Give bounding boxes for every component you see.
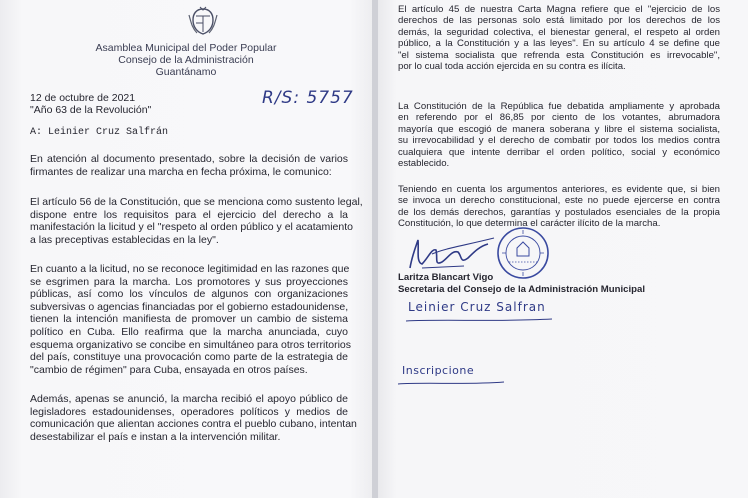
text-line: por lo cual toda acción ejercida en su contra es ilícita. <box>398 61 626 73</box>
text-line: La Constitución de la República fue debatida ampliamente y aprobada <box>398 101 720 112</box>
text-line: El artículo 45 de nuestra Carta Magna refiere que el "ejercicio de los <box>398 4 720 15</box>
signature-scribble-icon <box>402 228 502 274</box>
text-line: público, a la Constitución y a las leyes". En su artículo 4 se define que <box>398 38 720 50</box>
left-page <box>0 0 372 498</box>
header-city: Guantánamo <box>155 66 217 78</box>
text-line: públicas, así como los vínculos de algunos con organizaciones <box>30 288 348 301</box>
coat-of-arms-icon <box>184 6 222 36</box>
text-line: En atención al documento presentado, sobre la decisión de varios <box>30 153 348 165</box>
signer-title: Secretaria del Consejo de la Administración Municipal <box>398 284 646 295</box>
recipient-line: A: Leinier Cruz Salfrán <box>30 127 169 138</box>
right-page <box>378 0 748 498</box>
underline-stroke-icon <box>396 378 506 388</box>
text-line: demás, la seguridad colectiva, el bienestar general, el respeto al orden <box>398 26 720 38</box>
text-line: su irrevocabilidad y el derecho de combatir por todos los medios contra <box>398 135 720 147</box>
text-line: Teniendo en cuenta los argumentos anteriores, es evidente que, si bien <box>398 184 720 195</box>
paragraph-1 <box>398 4 720 72</box>
official-stamp-icon <box>496 226 550 280</box>
paragraph-4 <box>30 393 357 443</box>
text-line: desestabilizar el país e instan a la intervención militar. <box>30 430 281 443</box>
text-line: del país, constituye una provocación como parte de la estrategia de <box>30 351 348 364</box>
text-line: "cambio de régimen" para Cuba, ensayada en otros países. <box>30 363 308 376</box>
text-line: de los demás derechos, garantías y postulados esenciales de la propia <box>398 206 720 218</box>
paragraph-3 <box>398 184 720 230</box>
letter-date: 12 de octubre de 2021 <box>30 92 136 104</box>
text-line: se invoca un derecho constitucional, este no puede ejercerse en contra <box>398 195 720 207</box>
year-motto: "Año 63 de la Revolución" <box>30 104 152 116</box>
text-line: "el sistema socialista que refrenda esta Constitución es irrevocable", <box>398 49 720 61</box>
paragraph-1 <box>30 153 348 178</box>
text-line: cualquiera que intente derribar el orden político, social y económico <box>398 146 720 158</box>
text-line: firmantes de realizar una marcha en fecha próxima, le comunico: <box>30 165 332 178</box>
text-line: El artículo 56 de la Constitución, que se menciona como sustento legal, <box>30 196 363 208</box>
text-line: en referendo por el 86,85 por ciento de los votantes, abrumadora <box>398 112 720 124</box>
text-line: subversivas o agencias financiadas por el gobierno estadounidense, <box>30 300 349 313</box>
handwritten-reference: R/S: 5757 <box>262 88 354 108</box>
text-line: establecido. <box>398 158 450 170</box>
underline-stroke-icon <box>404 316 554 324</box>
text-line: dispone entre los requisitos para el ejercicio del derecho a la <box>30 208 348 221</box>
paragraph-2 <box>30 196 363 246</box>
text-line: político en Cuba. Ello reafirma que la marcha anunciada, cuyo <box>30 325 348 338</box>
paragraph-2 <box>398 101 720 169</box>
text-line: comunicación que alientan acciones contra el pueblo cubano, intentan <box>30 418 357 431</box>
header-council: Consejo de la Administración <box>118 54 254 66</box>
text-line: esquema organizativo se concibe en simultáneo para otros territorios <box>30 338 352 351</box>
signer-name: Laritza Blancart Vigo <box>398 272 494 283</box>
text-line: Además, apenas se anunció, la marcha recibió el apoyo público de <box>30 393 348 405</box>
header-institution: Asamblea Municipal del Poder Popular <box>95 42 277 54</box>
text-line: mayoría que escogió de manera soberana y libre el sistema socialista, <box>398 123 720 135</box>
paragraph-3 <box>30 263 352 376</box>
text-line: legisladores estadounidenses, operadores políticos y medios de <box>30 405 348 418</box>
text-line: derechos de las personas solo está limitado por los derechos de los <box>398 15 720 27</box>
handwritten-recipient-name: Leinier Cruz Salfran <box>408 300 546 314</box>
handwritten-note: Inscripcione <box>402 364 475 377</box>
text-line: Constitución, lo que determina el carácter ilícito de la marcha. <box>398 218 661 230</box>
text-line: a las preceptivas establecidas en la ley". <box>30 233 219 246</box>
text-line: tienen la intención manifiesta de promover un cambio de sistema <box>30 313 348 326</box>
text-line: En cuanto a la licitud, no se reconoce legitimidad en las razones que <box>30 263 350 275</box>
text-line: se esgrimen para la marcha. Los promotores y sus proyecciones <box>30 275 348 288</box>
text-line: manifestación la licitud y el "respeto al orden público y el acatamiento <box>30 221 353 234</box>
